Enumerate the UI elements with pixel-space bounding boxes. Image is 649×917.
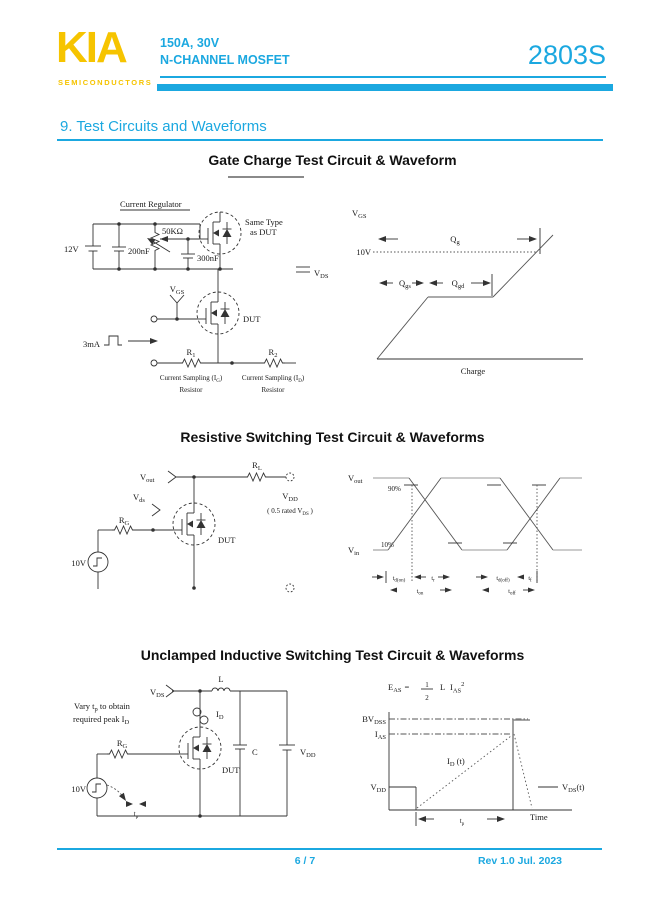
current-regulator-label: Current Regulator bbox=[120, 199, 182, 209]
gate-charge-title-rule bbox=[228, 176, 304, 178]
part-number: 2803S bbox=[527, 40, 606, 70]
pulse-source-3 bbox=[87, 778, 107, 798]
supply-12v-label: 12V bbox=[64, 244, 79, 254]
time-axis-label: Time bbox=[530, 812, 548, 822]
vary-note-line2: required peak $I_D$ bbox=[73, 714, 130, 726]
tdon-label: $t_{d(on)}$ bbox=[392, 576, 406, 584]
vdd-terminal-label: $V_{DD}$ bbox=[282, 491, 298, 503]
tp-span-label: $t_p$ bbox=[459, 817, 465, 827]
resistive-switching-figure bbox=[0, 452, 649, 622]
vout-probe-label: $V_{out}$ bbox=[140, 472, 155, 484]
vds-probe-label-3: $V_{DS}$ bbox=[150, 687, 165, 699]
dut-mosfet-2 bbox=[173, 503, 215, 545]
charge-axis-label: Charge bbox=[460, 366, 486, 376]
resistor-word-2: Resistor bbox=[261, 386, 285, 394]
cap-300nf-label: 300nF bbox=[197, 253, 219, 263]
eas-frac-den: 2 bbox=[425, 694, 429, 702]
uis-circuit bbox=[71, 674, 315, 820]
ias-label: $I_{AS}$ bbox=[374, 729, 386, 741]
section-heading-rule bbox=[57, 139, 603, 141]
vdst-label: $V_{DS}(t)$ bbox=[562, 782, 585, 794]
eas-equation-lhs: $E_{AS}$ = bbox=[388, 682, 410, 694]
resistive-switching-title: Resistive Switching Test Circuit & Waveforms bbox=[180, 429, 485, 445]
uis-title: Unclamped Inductive Switching Test Circuit & Waveforms bbox=[140, 647, 525, 663]
gate-charge-waveform bbox=[352, 208, 583, 376]
header-rule-thick bbox=[157, 84, 613, 91]
wf2-90pct-label: 90% bbox=[388, 485, 401, 493]
dut-mosfet-3 bbox=[179, 727, 221, 769]
sampling-resistor-g-label: Current Sampling $(I_G)$ bbox=[159, 374, 223, 384]
id-probe-label: $I_D$ bbox=[216, 709, 224, 721]
gate-charge-title: Gate Charge Test Circuit & Waveform bbox=[208, 152, 457, 168]
qg-label: $Q_g$ bbox=[450, 234, 460, 246]
vary-note-line1: Vary $t_p$ to obtain bbox=[74, 701, 130, 713]
bvdss-label: $BV_{DSS}$ bbox=[362, 714, 386, 726]
ton-label: $t_{on}$ bbox=[416, 589, 424, 597]
vdd-supply-label: $V_{DD}$ bbox=[300, 747, 316, 759]
eas-equation-ias: $I_{AS}^2$ bbox=[450, 681, 465, 695]
dut-label-2: DUT bbox=[218, 535, 236, 545]
pot-50k-label: 50KΩ bbox=[162, 226, 183, 236]
resistive-waveform bbox=[348, 473, 582, 597]
qgs-label: $Q_{gs}$ bbox=[399, 278, 411, 290]
gate-charge-figure bbox=[0, 188, 649, 400]
vds-node-label: $V_{DS}$ bbox=[314, 268, 329, 280]
tf-label: $t_f$ bbox=[528, 576, 532, 584]
rl-label: $R_L$ bbox=[252, 460, 262, 472]
qgd-label: $Q_{gd}$ bbox=[451, 278, 465, 290]
inductor-label: L bbox=[218, 674, 224, 684]
footer-rule bbox=[57, 848, 602, 850]
header-rule-thin bbox=[160, 76, 606, 78]
pulse-10v-label-3: 10V bbox=[71, 784, 86, 794]
same-type-mosfet bbox=[199, 212, 241, 254]
same-type-label-1: Same Type bbox=[245, 217, 283, 227]
r2-label: $R_2$ bbox=[268, 347, 278, 359]
r1-label: $R_1$ bbox=[186, 347, 196, 359]
eas-frac-num: 1 bbox=[425, 681, 429, 689]
vdd-note-label: ( 0.5 rated $V_{DS}$ ) bbox=[267, 507, 313, 517]
current-source-3ma-label: 3mA bbox=[83, 339, 100, 349]
uis-figure bbox=[0, 668, 649, 848]
revision-label: Rev 1.0 Jul. 2023 bbox=[477, 855, 562, 867]
vgs-probe-label: $V_{GS}$ bbox=[169, 284, 185, 296]
idt-label: $I_D$ (t) bbox=[447, 756, 465, 768]
tdoff-label: $t_{d(off)}$ bbox=[496, 576, 510, 584]
wf2-vout-label: $V_{out}$ bbox=[348, 473, 363, 485]
wf1-10v-level-label: 10V bbox=[356, 247, 371, 257]
wf2-vin-label: $V_{in}$ bbox=[348, 545, 360, 557]
uis-waveform bbox=[362, 681, 584, 827]
gate-charge-circuit bbox=[64, 199, 329, 394]
pulse-source-2 bbox=[88, 552, 108, 572]
dut-label-3: DUT bbox=[222, 765, 240, 775]
resistor-word-1: Resistor bbox=[179, 386, 203, 394]
rg-label: $R_G$ bbox=[118, 515, 130, 527]
page-number: 6 / 7 bbox=[294, 855, 316, 867]
vdd-level-label: $V_{DD}$ bbox=[370, 782, 386, 794]
pulse-10v-label-2: 10V bbox=[71, 558, 86, 568]
tr-label: $t_r$ bbox=[431, 576, 435, 584]
tp-label-circuit: $t_p$ bbox=[133, 810, 139, 820]
resistive-circuit bbox=[71, 460, 313, 592]
eas-equation-l: L bbox=[440, 682, 446, 692]
kia-logo-subtitle: SEMICONDUCTORS bbox=[58, 78, 153, 87]
cap-200nf-label: 200nF bbox=[128, 246, 150, 256]
section-heading: 9. Test Circuits and Waveforms bbox=[60, 118, 267, 135]
kia-logo: KIA bbox=[56, 23, 126, 72]
same-type-label-2: as DUT bbox=[250, 227, 277, 237]
device-rating: 150A, 30V bbox=[160, 36, 220, 50]
vds-probe-label: $V_{ds}$ bbox=[133, 492, 145, 504]
rg-label-3: $R_G$ bbox=[116, 738, 128, 750]
toff-label: $t_{off}$ bbox=[508, 589, 516, 597]
wf1-vgs-axis-label: $V_{GS}$ bbox=[352, 208, 367, 220]
wf2-10pct-label: 10% bbox=[381, 541, 394, 549]
dut-mosfet bbox=[197, 292, 239, 334]
cap-c-label: C bbox=[252, 747, 258, 757]
dut-label: DUT bbox=[243, 314, 261, 324]
device-type: N-CHANNEL MOSFET bbox=[160, 53, 290, 67]
sampling-resistor-d-label: Current Sampling $(I_D)$ bbox=[241, 374, 305, 384]
